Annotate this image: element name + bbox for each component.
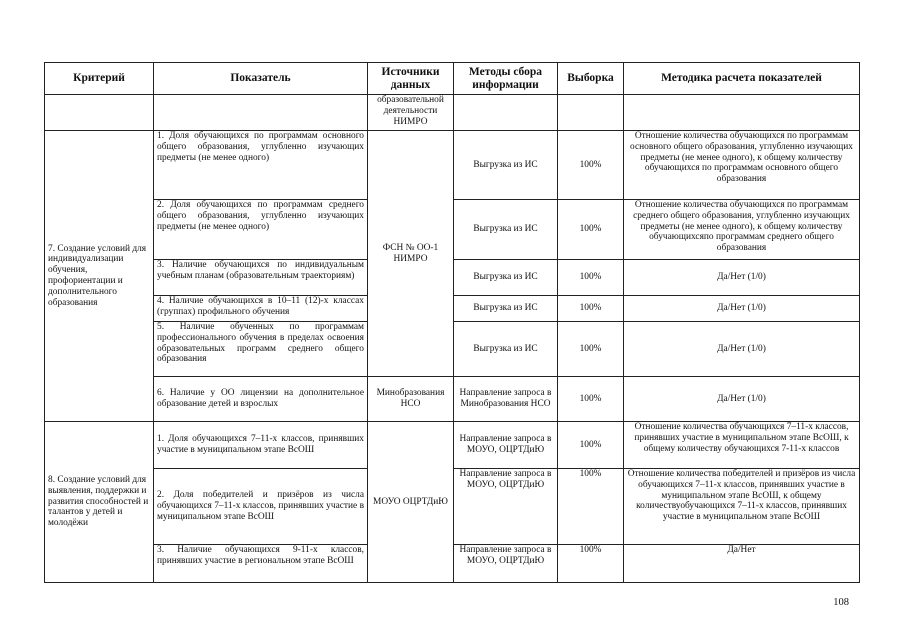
indicator-cell: 3. Наличие обучающихся по индивидуальным учебным планам (образовательным траекториям) (154, 260, 368, 296)
calc-cell: Да/Нет (624, 545, 860, 583)
method-cell: Выгрузка из ИС (454, 322, 558, 377)
indicator-cell: 1. Доля обучающихся 7–11-х классов, принявших участие в муниципальном этапе ВсОШ (154, 422, 368, 469)
indicator-cell: 4. Наличие обучающихся в 10–11 (12)-х классах (группах) профильного обучения (154, 296, 368, 322)
calc-cell: Да/Нет (1/0) (624, 322, 860, 377)
indicator-cell: 2. Доля победителей и призёров из числа обучающихся 7–11-х классов, принявших участие в муниципальном этапе ВсОШ (154, 469, 368, 545)
sample-cell: 100% (558, 296, 624, 322)
header-indicator: Показатель (154, 63, 368, 95)
header-calc: Методика расчета показателей (624, 63, 860, 95)
calc-cell: Да/Нет (1/0) (624, 296, 860, 322)
method-cell: Выгрузка из ИС (454, 131, 558, 200)
calc-cell: Отношение количества обучающихся по программам среднего общего образования, углубленно изучающих предметы (не менее одного), к общему количеству обучающихсяпо программам среднего общего образования (624, 200, 860, 260)
table-row (45, 377, 860, 422)
calc-cell: Отношение количества победителей и призёров из числа обучающихся 7–11-х классов, принявших участие в муниципальном этапе ВсОШ, к общему количествуобучающихся 7–11-х классов, принявших участие в муниципальном этапе ВсОШ (624, 469, 860, 545)
criterion-7: 7. Создание условий для индивидуализации обучения, профориентации и дополнительного образования (45, 131, 154, 422)
source-cell: Минобразования НСО (368, 377, 454, 422)
continuation-source: образовательной деятельности НИМРО (368, 95, 454, 131)
sample-cell: 100% (558, 469, 624, 545)
method-cell: Выгрузка из ИС (454, 260, 558, 296)
header-sample: Выборка (558, 63, 624, 95)
calc-cell: Отношение количества обучающихся по программам основного общего образования, углубленно изучающих предметы (не менее одного), к общему количеству обучающихся по программам основного общего образования (624, 131, 860, 200)
table-row (45, 131, 860, 200)
sample-cell: 100% (558, 322, 624, 377)
calc-cell: Да/Нет (1/0) (624, 377, 860, 422)
criterion-8: 8. Создание условий для выявления, поддержки и развития способностей и талантов у детей и молодёжи (45, 422, 154, 583)
source-cell: ФСН № ОО-1 НИМРО (368, 131, 454, 377)
method-cell: Направление запроса в МОУО, ОЦРТДиЮ (454, 469, 558, 545)
sample-cell: 100% (558, 131, 624, 200)
calc-cell: Отношение количества обучающихся 7–11-х классов, принявших участие в муниципальном этапе ВсОШ, к общему количеству обучающихся 7-11-х классов (624, 422, 860, 469)
sample-cell: 100% (558, 545, 624, 583)
indicator-cell: 6. Наличие у ОО лицензии на дополнительное образование детей и взрослых (154, 377, 368, 422)
sample-cell: 100% (558, 377, 624, 422)
indicator-cell: 1. Доля обучающихся по программам основного общего образования, углубленно изучающих предметы (не менее одного) (154, 131, 368, 200)
calc-cell: Да/Нет (1/0) (624, 260, 860, 296)
table-row (45, 422, 860, 469)
sample-cell: 100% (558, 260, 624, 296)
indicator-cell: 3. Наличие обучающихся 9-11-х классов, принявших участие в региональном этапе ВсОШ (154, 545, 368, 583)
table-row (45, 95, 860, 131)
criteria-table (44, 62, 860, 583)
header-source: Источники данных (368, 63, 454, 95)
method-cell: Направление запроса в Минобразования НСО (454, 377, 558, 422)
method-cell: Выгрузка из ИС (454, 200, 558, 260)
method-cell: Направление запроса в МОУО, ОЦРТДиЮ (454, 422, 558, 469)
header-criterion: Критерий (45, 63, 154, 95)
header-method: Методы сбора информации (454, 63, 558, 95)
sample-cell: 100% (558, 200, 624, 260)
method-cell: Выгрузка из ИС (454, 296, 558, 322)
sample-cell: 100% (558, 422, 624, 469)
page-number: 108 (833, 597, 849, 608)
method-cell: Направление запроса в МОУО, ОЦРТДиЮ (454, 545, 558, 583)
indicator-cell: 5. Наличие обученных по программам профессионального обучения в пределах освоения образовательных программ среднего общего образования (154, 322, 368, 377)
source-cell: МОУО ОЦРТДиЮ (368, 422, 454, 583)
table-header-row (45, 63, 860, 95)
indicator-cell: 2. Доля обучающихся по программам среднего общего образования, углубленно изучающих предметы (не менее одного) (154, 200, 368, 260)
